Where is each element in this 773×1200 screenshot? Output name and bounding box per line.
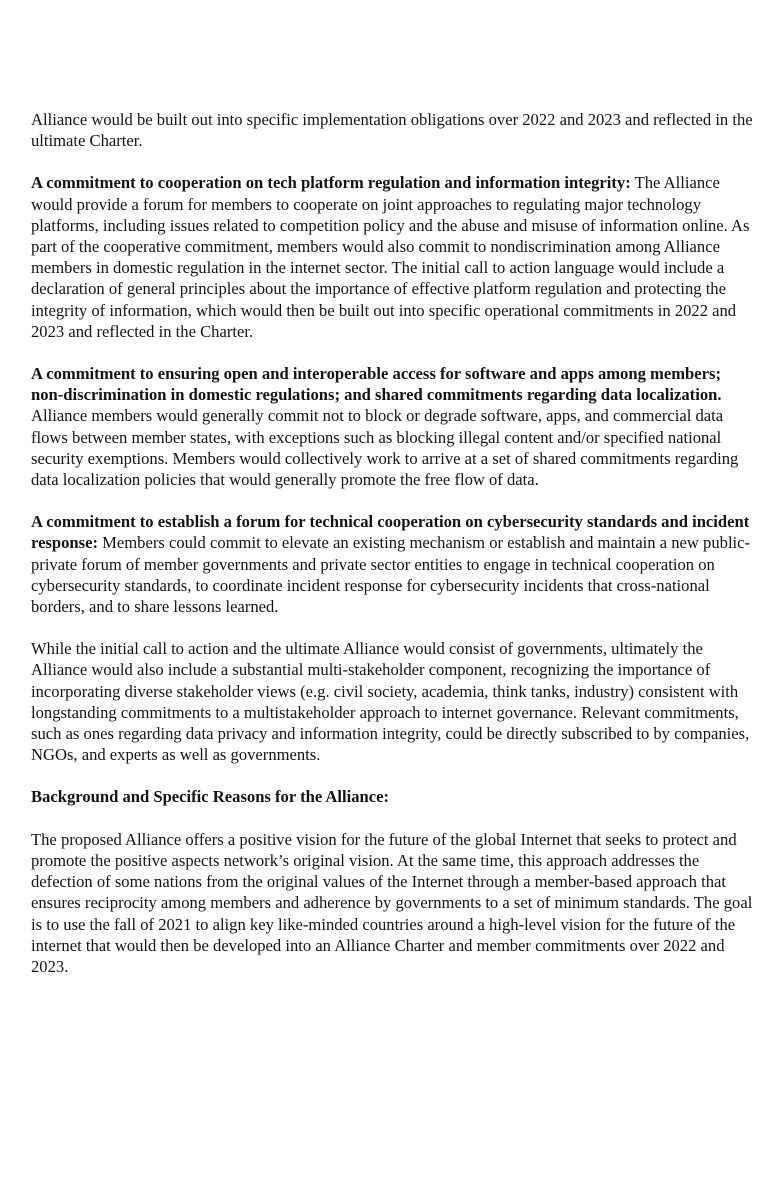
paragraph-lead: A commitment to establish a forum for technical cooperation on cybersecurity standards and incident response: <box>31 512 750 553</box>
paragraph-text: Alliance members would generally commit not to block or degrade software, apps, and commercial data flows between member states, with exceptions such as blocking illegal content and/or specified national security exemptions. Members would collectively work to arrive at a set of shared commitments regarding data localization policies that would generally promote the free flow of data. <box>31 406 739 490</box>
paragraph-text: Members could commit to elevate an existing mechanism or establish and maintain a new public-private forum of member governments and private sector entities to engage in technical cooperation on cybersecurity standards, to coordinate incident response for cybersecurity incidents that cross-national borders, and to share lessons learned. <box>31 533 751 617</box>
section-heading: Background and Specific Reasons for the Alliance: <box>31 787 390 807</box>
paragraph-text: The proposed Alliance offers a positive vision for the future of the global Internet that seeks to protect and promote the positive aspects network’s original vision. At the same time, this approach addresses the defection of some nations from the original values of the Internet through a member-based approach that ensures reciprocity among members and adherence by governments to a set of minimum standards. The goal is to use the fall of 2021 to align key like-minded countries around a high-level vision for the future of the internet that would then be developed into an Alliance Charter and member commitments over 2022 and 2023. <box>31 829 753 976</box>
paragraph-lead: A commitment to ensuring open and interoperable access for software and apps among members; non-discrimination in domestic regulations; and shared commitments regarding data localization. <box>31 364 722 405</box>
paragraph-platform-regulation <box>31 172 753 342</box>
paragraph-cybersecurity <box>31 511 753 617</box>
paragraph-text: While the initial call to action and the ultimate Alliance would consist of governments, ultimately the Alliance would also include a substantial multi-stakeholder component, recognizing the importance of incorporating diverse stakeholder views (e.g. civil society, academia, think tanks, industry) consistent with longstanding commitments to a multistakeholder approach to internet governance. Relevant commitments, such as ones regarding data privacy and information integrity, could be directly subscribed to by companies, NGOs, and experts as well as governments. <box>31 639 750 765</box>
paragraph-multistakeholder <box>31 638 753 765</box>
paragraph-open-access <box>31 363 753 490</box>
paragraph-text: Alliance would be built out into specific implementation obligations over 2022 and 2023 and reflected in the ultimate Charter. <box>31 110 753 151</box>
paragraph-alliance-implementation <box>31 109 753 151</box>
paragraph-lead: A commitment to cooperation on tech platform regulation and information integrity: <box>31 173 631 193</box>
document-page <box>31 109 753 998</box>
paragraph-text: The Alliance would provide a forum for members to cooperate on joint approaches to regulating major technology platforms, including issues related to competition policy and the abuse and misuse of information online. As part of the cooperative commitment, members would also commit to nondiscrimination among Alliance members in domestic regulation in the internet sector. The initial call to action language would include a declaration of general principles about the importance of effective platform regulation and protecting the integrity of information, which would then be built out into specific operational commitments in 2022 and 2023 and reflected in the Charter. <box>31 173 750 341</box>
paragraph-background <box>31 829 753 977</box>
